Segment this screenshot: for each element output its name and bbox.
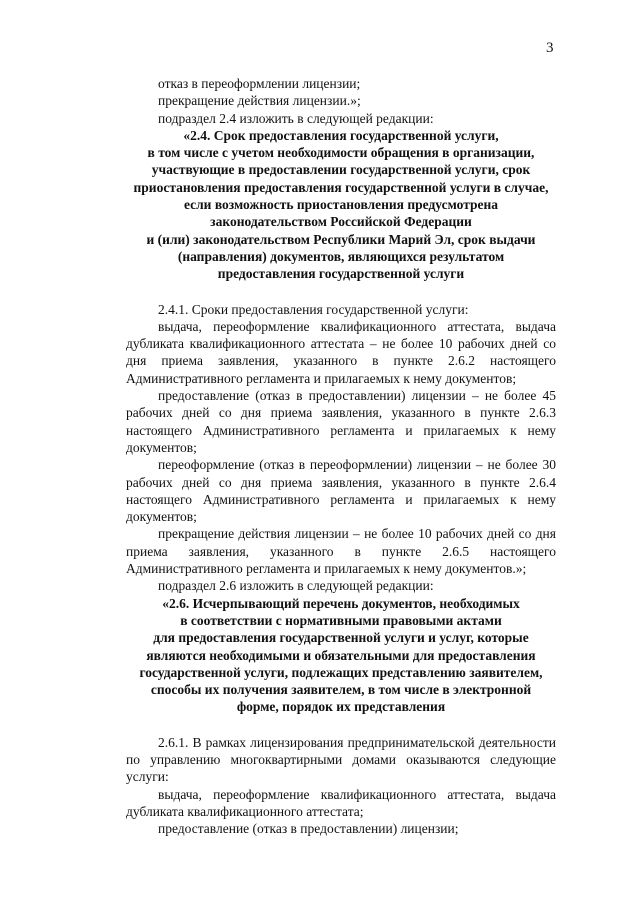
heading-line: (направления) документов, являющихся результатом — [177, 248, 505, 264]
section-heading-2-6 — [126, 595, 556, 716]
heading-line: если возможность приостановления предусмотрена — [183, 197, 499, 213]
paragraph: выдача, переоформление квалификационного аттестата, выдача дубликата квалификационного аттестата – не более 10 рабочих дней со дня приема заявления, указанного в пункте 2.6.2 настоящего Административного регламента и прилагаемых к нему документов; — [126, 318, 556, 386]
heading-line: форме, порядок их представления — [236, 699, 446, 715]
heading-line: способы их получения заявителем, в том числе в электронной — [150, 682, 532, 698]
heading-line: для предоставления государственной услуги и услуг, которые — [153, 630, 529, 646]
heading-line: государственной услуги, подлежащих представлению заявителем, — [139, 664, 543, 680]
heading-line: предоставления государственной услуги — [217, 266, 465, 282]
section-heading-2-4 — [126, 127, 556, 283]
paragraph: подраздел 2.6 изложить в следующей редакции: — [158, 578, 434, 594]
heading-line: являются необходимыми и обязательными для предоставления — [146, 647, 536, 663]
paragraph: 2.4.1. Сроки предоставления государственной услуги: — [158, 301, 469, 317]
paragraph: подраздел 2.4 изложить в следующей редакции: — [158, 110, 434, 126]
paragraph: 2.6.1. В рамках лицензирования предпринимательской деятельности по управлению многоквартирными домами оказываются следующие услуги: — [126, 734, 556, 785]
heading-line: законодательством Российской Федерации — [210, 214, 472, 230]
page-number: 3 — [546, 40, 554, 56]
heading-line: и (или) законодательством Республики Марий Эл, срок выдачи — [146, 231, 536, 247]
spacer — [126, 716, 556, 734]
heading-line: участвующие в предоставлении государственной услуги, срок — [151, 162, 531, 178]
paragraph: прекращение действия лицензии.»; — [158, 93, 361, 109]
paragraph: отказ в переоформлении лицензии; — [158, 76, 361, 91]
paragraph: выдача, переоформление квалификационного аттестата, выдача дубликата квалификационного аттестата; — [126, 786, 556, 819]
heading-line: в том числе с учетом необходимости обращения в организации, — [147, 145, 535, 161]
heading-line: «2.4. Срок предоставления государственной услуги, — [183, 127, 499, 143]
heading-line: приостановления предоставления государственной услуги в случае, — [133, 179, 549, 195]
heading-line: «2.6. Исчерпывающий перечень документов, необходимых — [162, 595, 520, 611]
spacer — [126, 283, 556, 301]
paragraph: прекращение действия лицензии – не более 10 рабочих дней со дня приема заявления, указанного в пункте 2.6.5 настоящего Административного регламента и прилагаемых к нему документов.»; — [126, 526, 556, 577]
document-body — [126, 75, 556, 837]
paragraph: предоставление (отказ в предоставлении) лицензии; — [158, 821, 459, 837]
heading-line: в соответствии с нормативными правовыми актами — [180, 612, 502, 628]
paragraph: предоставление (отказ в предоставлении) лицензии – не более 45 рабочих дней со дня приема заявления, указанного в пункте 2.6.3 настоящего Административного регламента и прилагаемых к нему документов; — [126, 388, 556, 455]
paragraph: переоформление (отказ в переоформлении) лицензии – не более 30 рабочих дней со дня приема заявления, указанного в пункте 2.6.4 настоящего Административного регламента и прилагаемых к нему документов; — [126, 457, 556, 525]
